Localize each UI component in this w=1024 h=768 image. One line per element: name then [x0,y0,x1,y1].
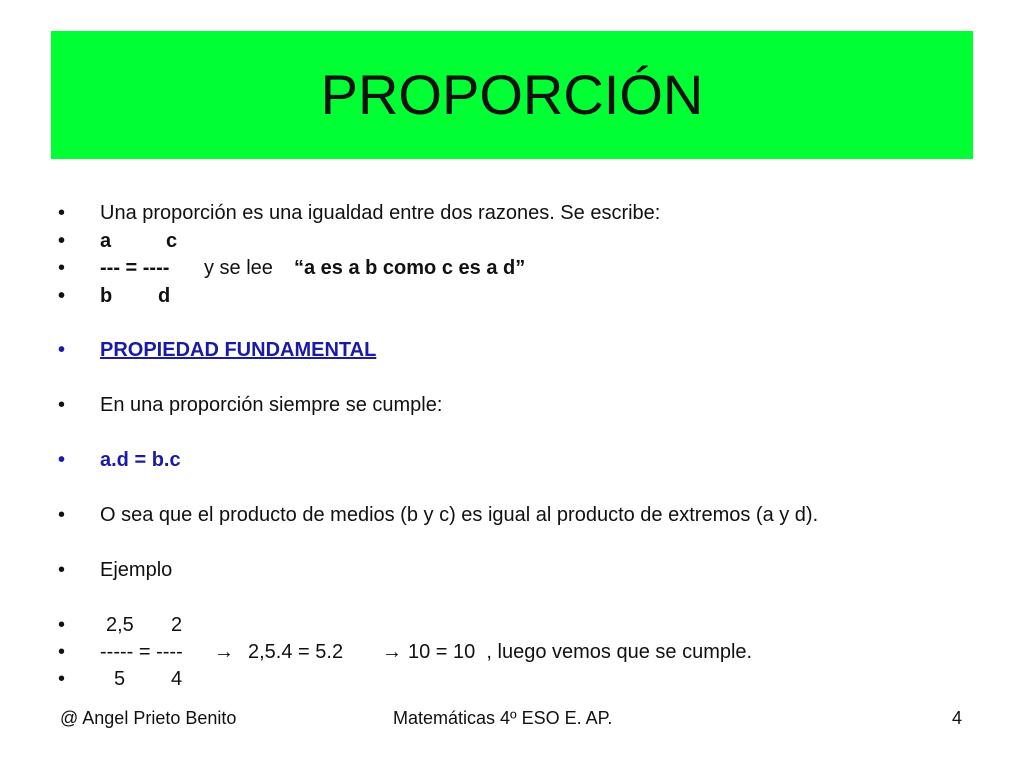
bullet-dot: • [58,339,66,361]
bullet-dot: • [58,257,66,279]
bullet-dot: • [58,285,66,307]
proportion-bars: --- = ---- [100,257,170,279]
example-bars: ----- = ---- [100,641,183,663]
denominator-b: b [100,285,113,307]
arrow-right-icon: → [382,641,402,663]
arrow-right-icon: → [214,641,234,663]
bullet-dot: • [58,559,66,581]
example-conclusion: 10 = 10 , luego vemos que se cumple. [408,641,753,663]
fundamental-property-heading: PROPIEDAD FUNDAMENTAL [100,339,377,361]
example-numerator-2: 2 [171,614,183,636]
numerator-a: a [100,230,112,252]
bullet-dot: • [58,202,66,224]
reading-quote: “a es a b como c es a d” [294,257,526,279]
example-numerator-1: 2,5 [106,614,134,636]
numerator-c: c [166,230,178,252]
reading-label: y se lee [204,257,273,279]
slide-title: PROPORCIÓN [320,63,704,126]
bullet-dot: • [58,641,66,663]
footer-page-number: 4 [952,708,963,728]
title-bar [51,31,973,159]
always-holds-text: En una proporción siempre se cumple: [100,394,443,416]
example-label: Ejemplo [100,559,173,581]
denominator-d: d [158,285,171,307]
example-denominator-1: 5 [114,668,126,690]
bullet-dot: • [58,504,66,526]
bullet-dot: • [58,394,66,416]
bullet-dot: • [58,449,66,471]
example-denominator-2: 4 [171,668,183,690]
footer-author: @ Angel Prieto Benito [60,708,237,728]
bullet-dot: • [58,230,66,252]
bullet-dot: • [58,614,66,636]
explanation-text: O sea que el producto de medios (b y c) es igual al producto de extremos (a y d). [100,504,819,526]
bullet-dot: • [58,668,66,690]
footer-course: Matemáticas 4º ESO E. AP. [393,708,613,728]
definition-text: Una proporción es una igualdad entre dos razones. Se escribe: [100,202,661,224]
formula-text: a.d = b.c [100,449,181,471]
example-cross-product: 2,5.4 = 5.2 [248,641,344,663]
